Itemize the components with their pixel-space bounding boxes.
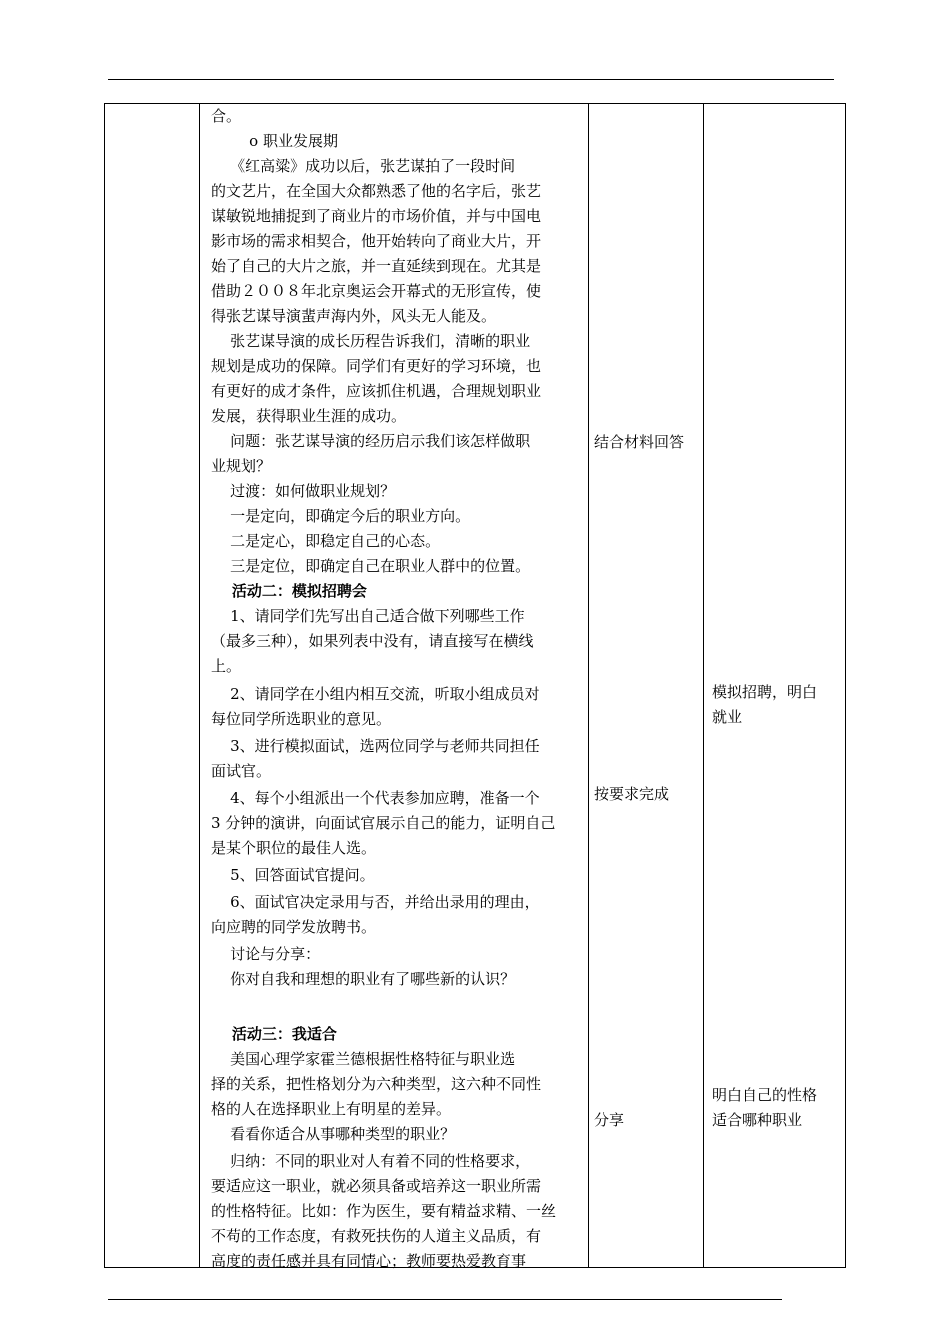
activity-heading: 活动二：模拟招聘会 [211, 582, 367, 600]
content-line: 看看你适合从事哪种类型的职业？ [211, 1125, 456, 1143]
content-line: 张艺谋导演的成长历程告诉我们，清晰的职业 [211, 332, 531, 350]
column-divider-3 [703, 104, 704, 1267]
content-line: 借助２００８年北京奥运会开幕式的无形宣传，使 [211, 282, 542, 300]
content-line: 发展，获得职业生涯的成功。 [211, 407, 407, 425]
content-line: 4、每个小组派出一个代表参加应聘，准备一个 [211, 789, 540, 807]
content-line: 的性格特征。比如：作为医生，要有精益求精、一丝 [211, 1202, 557, 1220]
content-line: 每位同学所选职业的意见。 [211, 710, 392, 728]
content-line: 1、请同学们先写出自己适合做下列哪些工作 [211, 607, 525, 625]
content-line: 是某个职位的最佳人选。 [211, 839, 377, 857]
content-line: 规划是成功的保障。同学们有更好的学习环境，也 [211, 357, 542, 375]
content-line: 美国心理学家霍兰德根据性格特征与职业选 [211, 1050, 516, 1068]
design-intent-personality-2: 适合哪种职业 [712, 1111, 803, 1129]
content-line: 格的人在选择职业上有明星的差异。 [211, 1100, 452, 1118]
column-divider-2 [588, 104, 589, 1267]
design-intent-recruit-2: 就业 [712, 708, 743, 726]
student-activity-complete: 按要求完成 [594, 785, 670, 803]
content-line: 始了自己的大片之旅，并一直延续到现在。尤其是 [211, 257, 542, 275]
content-line: 3、进行模拟面试，选两位同学与老师共同担任 [211, 737, 540, 755]
design-intent-recruit-1: 模拟招聘，明白 [712, 683, 818, 701]
content-line: 影市场的需求相契合，他开始转向了商业大片，开 [211, 232, 542, 250]
content-line: 得张艺谋导演蜚声海内外，风头无人能及。 [211, 307, 497, 325]
content-line: 面试官。 [211, 762, 272, 780]
content-line: 有更好的成才条件，应该抓住机遇，合理规划职业 [211, 382, 542, 400]
design-intent-personality-1: 明白自己的性格 [712, 1086, 818, 1104]
content-line: 要适应这一职业，就必须具备或培养这一职业所需 [211, 1177, 542, 1195]
content-line: 上。 [211, 657, 242, 675]
content-line: 你对自我和理想的职业有了哪些新的认识？ [211, 970, 516, 988]
content-line: （最多三种），如果列表中没有，请直接写在横线 [211, 632, 534, 650]
footer-rule [108, 1299, 782, 1300]
content-line: 合。 [211, 107, 242, 125]
content-line: o 职业发展期 [211, 132, 338, 150]
column-divider-1 [199, 104, 200, 1267]
content-line: 不苟的工作态度，有救死扶伤的人道主义品质，有 [211, 1227, 542, 1245]
content-line: 的文艺片，在全国大众都熟悉了他的名字后，张艺 [211, 182, 542, 200]
content-line: 归纳：不同的职业对人有着不同的性格要求， [211, 1152, 531, 1170]
header-rule [108, 79, 834, 80]
content-line: 择的关系，把性格划分为六种类型，这六种不同性 [211, 1075, 542, 1093]
activity-heading: 活动三：我适合 [211, 1025, 337, 1043]
content-line: 2、请同学在小组内相互交流，听取小组成员对 [211, 685, 540, 703]
content-line: 一是定向，即确定今后的职业方向。 [211, 507, 471, 525]
content-line: 3 分钟的演讲，向面试官展示自己的能力，证明自己 [211, 814, 556, 832]
content-line: 6、面试官决定录用与否，并给出录用的理由， [211, 893, 540, 911]
student-activity-answer: 结合材料回答 [594, 433, 685, 451]
content-line: 《红高粱》成功以后，张艺谋拍了一段时间 [211, 157, 516, 175]
content-line: 谋敏锐地捕捉到了商业片的市场价值，并与中国电 [211, 207, 542, 225]
content-line: 二是定心，即稳定自己的心态。 [211, 532, 441, 550]
student-activity-share: 分享 [594, 1111, 625, 1129]
content-line: 5、回答面试官提问。 [211, 866, 375, 884]
content-line: 过渡：如何做职业规划？ [211, 482, 396, 500]
content-line: 问题：张艺谋导演的经历启示我们该怎样做职 [211, 432, 531, 450]
content-line: 向应聘的同学发放聘书。 [211, 918, 377, 936]
content-line: 三是定位，即确定自己在职业人群中的位置。 [211, 557, 531, 575]
lesson-table [104, 103, 846, 1268]
content-line: 业规划？ [211, 457, 272, 475]
content-line: 高度的责任感并具有同情心；教师要热爱教育事 [211, 1252, 527, 1270]
content-line: 讨论与分享： [211, 945, 321, 963]
